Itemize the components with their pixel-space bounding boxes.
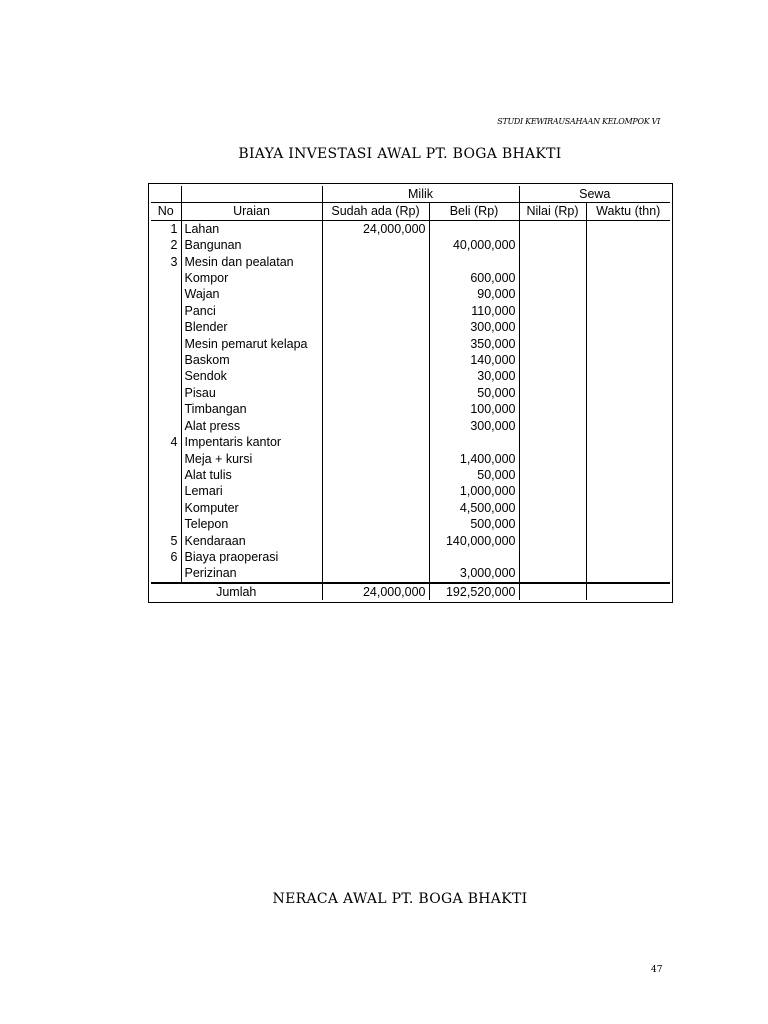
cell-nilai	[519, 500, 586, 516]
cell-no	[151, 516, 181, 532]
cell-uraian: Lemari	[181, 483, 322, 499]
header-no-top	[151, 186, 181, 203]
table-row	[151, 483, 670, 499]
table-row	[151, 220, 670, 237]
table-row	[151, 516, 670, 532]
cell-uraian: Kendaraan	[181, 533, 322, 549]
cell-uraian: Mesin pemarut kelapa	[181, 336, 322, 352]
cell-uraian: Lahan	[181, 220, 322, 237]
total-label: Jumlah	[151, 583, 322, 600]
cell-uraian: Pisau	[181, 385, 322, 401]
cell-beli: 350,000	[429, 336, 519, 352]
cell-waktu	[586, 516, 670, 532]
table-row	[151, 434, 670, 450]
table-row	[151, 336, 670, 352]
page-title: BIAYA INVESTASI AWAL PT. BOGA BHAKTI	[238, 146, 562, 162]
cell-sudah-ada	[322, 467, 429, 483]
header-waktu: Waktu (thn)	[586, 203, 670, 220]
cell-beli: 1,400,000	[429, 451, 519, 467]
cell-nilai	[519, 516, 586, 532]
table-row	[151, 319, 670, 335]
cell-beli: 30,000	[429, 368, 519, 384]
cell-sudah-ada	[322, 254, 429, 270]
cell-sudah-ada	[322, 533, 429, 549]
cell-nilai	[519, 352, 586, 368]
cell-sudah-ada	[322, 500, 429, 516]
cell-sudah-ada: 24,000,000	[322, 220, 429, 237]
cell-waktu	[586, 385, 670, 401]
header-beli: Beli (Rp)	[429, 203, 519, 220]
running-header: STUDI KEWIRAUSAHAAN KELOMPOK VI	[497, 117, 660, 126]
cell-beli: 110,000	[429, 303, 519, 319]
header-nilai: Nilai (Rp)	[519, 203, 586, 220]
cell-no: 2	[170, 238, 178, 253]
table-row	[151, 549, 670, 565]
cell-waktu	[586, 451, 670, 467]
cell-no	[151, 565, 181, 582]
cell-beli: 140,000,000	[429, 533, 519, 549]
cell-sudah-ada	[322, 483, 429, 499]
cell-sudah-ada	[322, 549, 429, 565]
cell-uraian: Komputer	[181, 500, 322, 516]
cell-waktu	[586, 254, 670, 270]
cell-nilai	[519, 286, 586, 302]
cell-no	[151, 336, 181, 352]
cell-sudah-ada	[322, 336, 429, 352]
cell-beli: 40,000,000	[429, 237, 519, 253]
cell-sudah-ada	[322, 451, 429, 467]
cell-uraian: Bangunan	[181, 237, 322, 253]
cell-no: 3	[170, 254, 178, 269]
cell-no: 5	[170, 533, 178, 548]
total-row	[151, 583, 670, 600]
header-no: No	[151, 203, 181, 220]
cell-waktu	[586, 220, 670, 237]
header-sewa: Sewa	[519, 186, 670, 203]
table-row	[151, 368, 670, 384]
table-row	[151, 286, 670, 302]
cell-beli: 300,000	[429, 418, 519, 434]
table-row	[151, 270, 670, 286]
cell-sudah-ada	[322, 434, 429, 450]
cell-beli	[429, 434, 519, 450]
cell-no	[151, 303, 181, 319]
cell-no	[151, 270, 181, 286]
cell-beli	[429, 254, 519, 270]
cell-waktu	[586, 467, 670, 483]
table-row	[151, 500, 670, 516]
cell-no	[151, 385, 181, 401]
cell-no	[151, 352, 181, 368]
cell-no	[151, 451, 181, 467]
header-sudah-ada: Sudah ada (Rp)	[322, 203, 429, 220]
header-milik: Milik	[322, 186, 519, 203]
table-row	[151, 467, 670, 483]
cell-waktu	[586, 303, 670, 319]
cell-nilai	[519, 303, 586, 319]
cell-uraian: Meja + kursi	[181, 451, 322, 467]
cell-waktu	[586, 549, 670, 565]
cell-waktu	[586, 401, 670, 417]
table-body	[151, 220, 670, 582]
cell-beli: 50,000	[429, 467, 519, 483]
cell-uraian: Baskom	[181, 352, 322, 368]
cell-beli: 3,000,000	[429, 565, 519, 582]
cell-sudah-ada	[322, 303, 429, 319]
cell-uraian: Alat press	[181, 418, 322, 434]
cell-nilai	[519, 220, 586, 237]
cell-nilai	[519, 451, 586, 467]
cell-beli: 50,000	[429, 385, 519, 401]
cell-beli: 600,000	[429, 270, 519, 286]
cell-no: 4	[170, 435, 178, 450]
table-row	[151, 418, 670, 434]
cell-nilai	[519, 467, 586, 483]
cell-no	[151, 467, 181, 483]
cell-nilai	[519, 434, 586, 450]
total-nilai	[519, 583, 586, 600]
cell-beli: 500,000	[429, 516, 519, 532]
table-row	[151, 533, 670, 549]
cell-beli: 300,000	[429, 319, 519, 335]
header-uraian-top	[181, 186, 322, 203]
cell-waktu	[586, 434, 670, 450]
cell-sudah-ada	[322, 418, 429, 434]
cell-waktu	[586, 565, 670, 582]
cell-no	[151, 500, 181, 516]
cell-no	[151, 418, 181, 434]
cell-no	[151, 286, 181, 302]
cell-sudah-ada	[322, 319, 429, 335]
cell-uraian: Impentaris kantor	[181, 434, 322, 450]
table-row	[151, 303, 670, 319]
cell-nilai	[519, 565, 586, 582]
cell-nilai	[519, 270, 586, 286]
cell-nilai	[519, 418, 586, 434]
cell-waktu	[586, 500, 670, 516]
cell-nilai	[519, 319, 586, 335]
cell-uraian: Sendok	[181, 368, 322, 384]
cell-waktu	[586, 319, 670, 335]
cell-uraian: Timbangan	[181, 401, 322, 417]
cell-uraian: Blender	[181, 319, 322, 335]
cell-waktu	[586, 286, 670, 302]
cell-waktu	[586, 352, 670, 368]
cell-sudah-ada	[322, 565, 429, 582]
cell-beli: 140,000	[429, 352, 519, 368]
table-row	[151, 565, 670, 582]
table-row	[151, 237, 670, 253]
cell-uraian: Mesin dan pealatan	[181, 254, 322, 270]
cell-waktu	[586, 418, 670, 434]
cell-nilai	[519, 533, 586, 549]
cell-sudah-ada	[322, 401, 429, 417]
cell-no	[151, 368, 181, 384]
cell-uraian: Wajan	[181, 286, 322, 302]
table-row	[151, 401, 670, 417]
cell-nilai	[519, 237, 586, 253]
cell-sudah-ada	[322, 286, 429, 302]
cell-no	[151, 483, 181, 499]
header-uraian: Uraian	[181, 203, 322, 220]
cell-nilai	[519, 483, 586, 499]
cell-uraian: Kompor	[181, 270, 322, 286]
cell-beli	[429, 220, 519, 237]
cell-uraian: Perizinan	[181, 565, 322, 582]
cell-uraian: Telepon	[181, 516, 322, 532]
cell-nilai	[519, 336, 586, 352]
cell-beli: 4,500,000	[429, 500, 519, 516]
table-row	[151, 352, 670, 368]
cell-no	[151, 401, 181, 417]
table-row	[151, 254, 670, 270]
cell-nilai	[519, 401, 586, 417]
cell-waktu	[586, 368, 670, 384]
cell-sudah-ada	[322, 237, 429, 253]
cell-sudah-ada	[322, 352, 429, 368]
total-beli: 192,520,000	[429, 583, 519, 600]
cell-nilai	[519, 549, 586, 565]
investment-table	[151, 186, 670, 600]
total-sudah-ada: 24,000,000	[322, 583, 429, 600]
cell-beli: 100,000	[429, 401, 519, 417]
cell-waktu	[586, 336, 670, 352]
investment-table-frame	[148, 183, 673, 603]
cell-sudah-ada	[322, 516, 429, 532]
table-row	[151, 385, 670, 401]
section-title: NERACA AWAL PT. BOGA BHAKTI	[272, 891, 528, 907]
cell-beli: 1,000,000	[429, 483, 519, 499]
cell-sudah-ada	[322, 385, 429, 401]
cell-waktu	[586, 270, 670, 286]
cell-nilai	[519, 368, 586, 384]
cell-nilai	[519, 254, 586, 270]
cell-no: 1	[170, 221, 178, 236]
cell-waktu	[586, 483, 670, 499]
total-waktu	[586, 583, 670, 600]
cell-no: 6	[170, 549, 178, 564]
cell-no	[151, 319, 181, 335]
page-number: 47	[651, 965, 663, 975]
cell-waktu	[586, 237, 670, 253]
cell-uraian: Biaya praoperasi	[181, 549, 322, 565]
cell-waktu	[586, 533, 670, 549]
cell-uraian: Alat tulis	[181, 467, 322, 483]
cell-sudah-ada	[322, 368, 429, 384]
table-row	[151, 451, 670, 467]
cell-sudah-ada	[322, 270, 429, 286]
cell-beli	[429, 549, 519, 565]
cell-nilai	[519, 385, 586, 401]
cell-uraian: Panci	[181, 303, 322, 319]
cell-beli: 90,000	[429, 286, 519, 302]
